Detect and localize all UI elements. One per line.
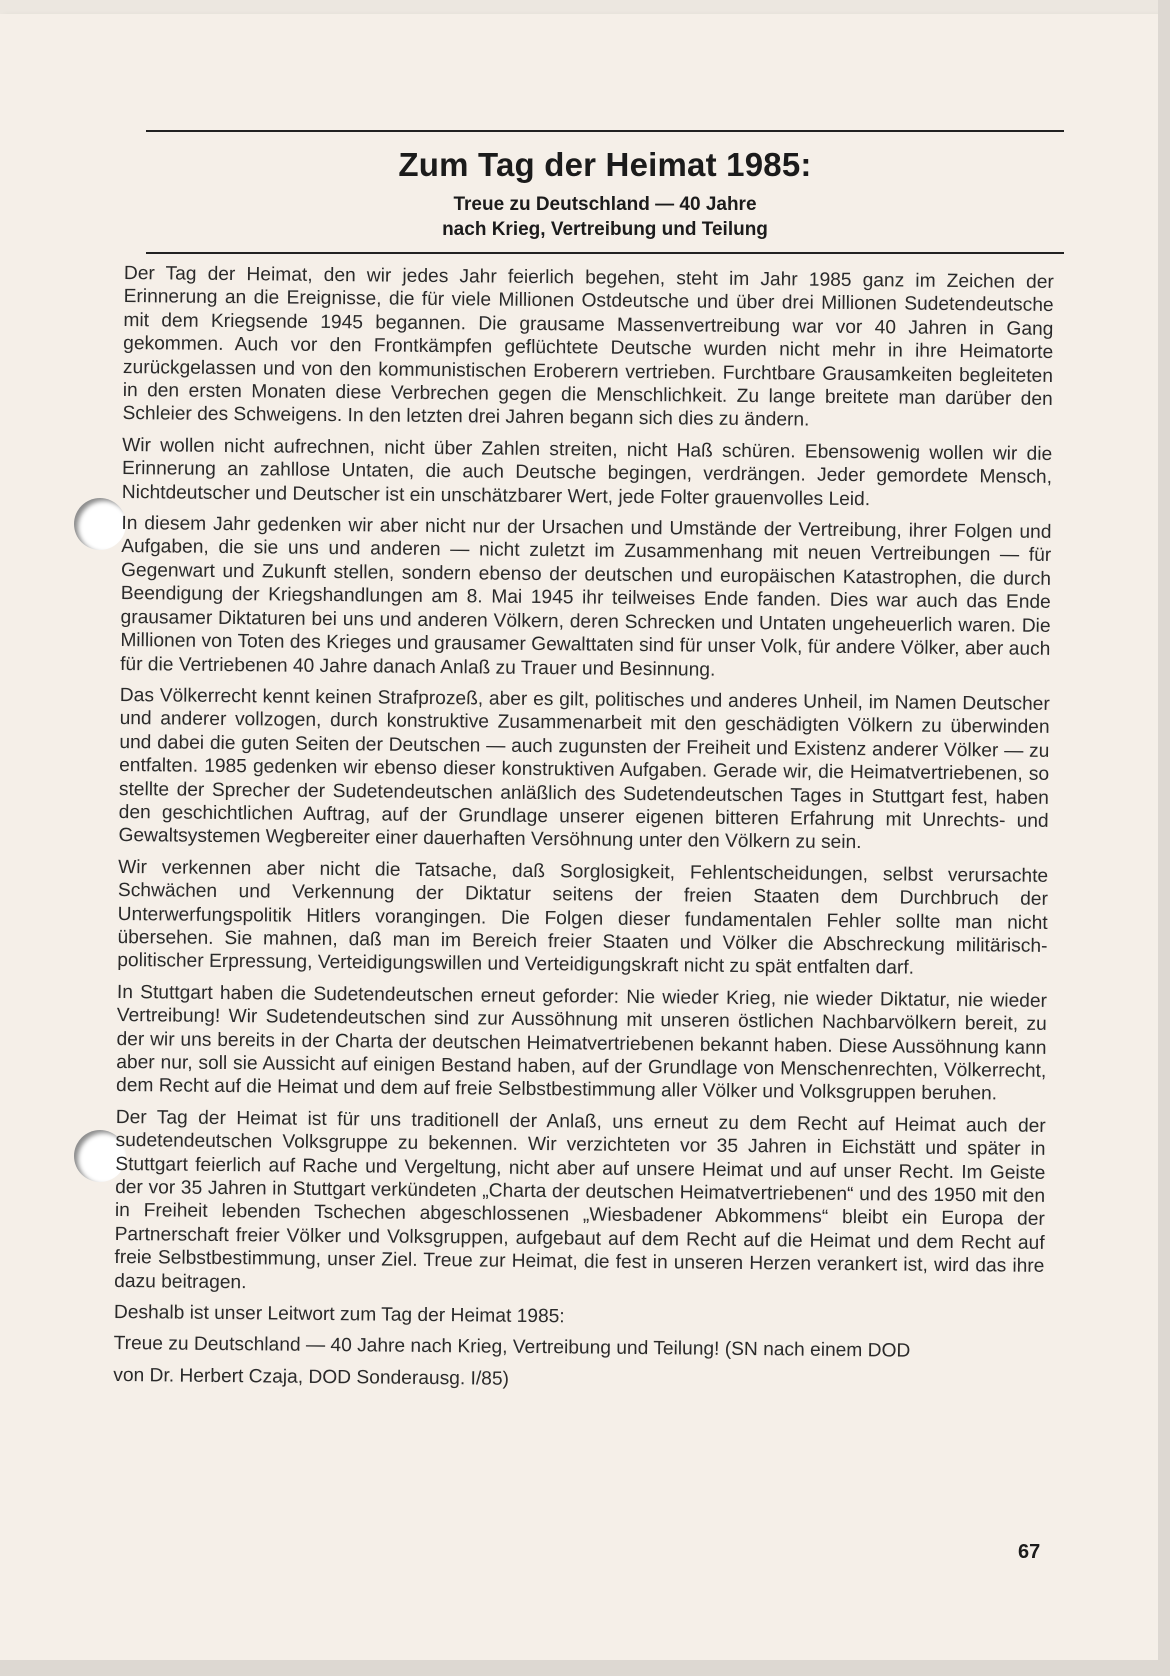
paragraph: Das Völkerrecht kennt keinen Strafprozeß, aber es gilt, politisches und anderes Unheil, im Namen Deutscher und anderer vollzogen, durch konstruktive Zusammenarbeit mit den geschädigten Völkern zu überwinden und dabei die guten Seiten der Deutschen — auch zugunsten der Freiheit und Existenz anderer Völker — zu entfalten. 1985 gedenken wir ebenso dieser konstruktiven Aufgaben. Gerade wir, die Heimatvertriebenen, so stellte der Sprecher der Sudetendeutschen anläßlich des Sudetendeutschen Tages in Stuttgart fest, haben den geschichtlichen Auftrag, auf der Grundlage unserer eigenen bitteren Erfahrung mit Unrechts- und Gewaltsystemen Wegbereiter einer dauerhaften Versöhnung unter den Völkern zu sein. [118, 684, 1050, 854]
page-edge-bottom [0, 1660, 1170, 1676]
article-subtitle-line-1: Treue zu Deutschland — 40 Jahre [453, 194, 757, 215]
paragraph: Wir wollen nicht aufrechnen, nicht über Zahlen streiten, nicht Haß schüren. Ebensowenig wollen wir die Erinnerung an zahllose Untaten, die auch Deutsche begingen, verdrängen. Jeder gemordete Mensch, Nichtdeutscher und Deutscher ist ein unschätzbarer Wert, jede Folter grauenvolles Leid. [121, 434, 1053, 510]
article-header [146, 140, 1064, 242]
closing-line-2: von Dr. Herbert Czaja, DOD Sonderausg. I/85) [113, 1364, 510, 1390]
article-title: Zum Tag der Heimat 1985: [398, 146, 812, 183]
page-number: 67 [1018, 1541, 1041, 1563]
paragraph: Der Tag der Heimat, den wir jedes Jahr feierlich begehen, steht im Jahr 1985 ganz im Zeichen der Erinnerung an die Ereignisse, die für viele Millionen Ostdeutsche und über drei Millionen Sudetendeutsche mit dem Kriegsende 1945 begannen. Die grausame Massenvertreibung war vor 40 Jahren in Gang gekommen. Auch vor den Frontkämpfen geflüchtete Deutsche wurden nicht mehr in ihre Heimatorte zurückgelassen und von den kommunistischen Eroberern vertrieben. Furchtbare Grausamkeiten begleiteten in den ersten Monaten diese Verbrechen gegen die Menschlichkeit. Zu lange breitete man darüber den Schleier des Schweigens. In den letzten drei Jahren begann sich dies zu ändern. [122, 262, 1054, 432]
closing-line-1: Treue zu Deutschland — 40 Jahre nach Krieg, Vertreibung und Teilung! (SN nach einem DOD [113, 1333, 911, 1363]
article-body [113, 262, 1054, 1404]
article-subtitle-line-2: nach Krieg, Vertreibung und Teilung [442, 219, 768, 240]
paragraph: Der Tag der Heimat ist für uns traditionell der Anlaß, uns erneut zu dem Recht auf Heimat auch der sudetendeutschen Volksgruppe zu bekennen. Wir verzichteten vor 35 Jahren in Eichstätt und später in Stuttgart feierlich auf Rache und Vergeltung, nicht aber auf unsere Heimat und auf unser Recht. Im Geiste der vor 35 Jahren in Stuttgart verkündeten „Charta der deutschen Heimatvertriebenen“ und des 1950 mit den in Freiheit lebenden Tschechen abgeschlossenen „Wiesbadener Abkommens“ bleibt ein Europa der Partnerschaft freier Völker und Volksgruppen, aufgebaut auf dem Recht auf die Heimat und dem Recht auf freie Selbstbestimmung, unser Ziel. Treue zur Heimat, die fest in unseren Herzen verankert ist, wird das ihre dazu beitragen. [114, 1106, 1046, 1293]
page-edge-right [1158, 0, 1170, 1676]
paragraph: In diesem Jahr gedenken wir aber nicht nur der Ursachen und Umstände der Vertreibung, ihrer Folgen und Aufgaben, die sie uns und anderen — nicht zuletzt im Zusammenhang mit neuen Vertreibungen — für Gegenwart und Zukunft stellen, sondern ebenso der deutschen und europäischen Katastrophen, die durch Beendigung der Kriegshandlungen am 8. Mai 1945 ihr teilweises Ende fanden. Dies war auch das Ende grausamer Diktaturen bei uns und anderen Völkern, deren Schrecken und Untaten ungeheuerlich waren. Die Millionen von Toten des Krieges und grausamer Gewalttaten sind für unser Volk, für andere Völker, aber auch für die Vertriebenen 40 Jahre danach Anlaß zu Trauer und Besinnung. [120, 513, 1052, 681]
header-bottom-rule [146, 252, 1064, 254]
paragraph: In Stuttgart haben die Sudetendeutschen erneut geforder: Nie wieder Krieg, nie wieder Diktatur, nie wieder Vertreibung! Wir Sudetendeutschen sind zur Aussöhnung mit unseren östlichen Nachbarvölkern bereit, zu der wir uns bereits in der Charta der deutschen Heimatvertriebenen bekannt haben. Diese Aussöhnung kann aber nur, soll sie Aussicht auf einigen Bestand haben, auf der Grundlage von Menschenrechten, Völkerrecht, dem Recht auf die Heimat und dem auf freie Selbstbestimmung aller Völker und Volksgruppen beruhen. [115, 981, 1048, 1105]
punch-hole-top [74, 498, 126, 550]
paragraph: Deshalb ist unser Leitwort zum Tag der Heimat 1985: [113, 1302, 565, 1328]
header-top-rule [146, 130, 1064, 132]
paragraph: Wir verkennen aber nicht die Tatsache, daß Sorglosigkeit, Fehlentscheidungen, selbst verursachte Schwächen und Verkennung der Diktatur seitens der freien Staaten dem Durchbruch der Unterwerfungspolitik Hitlers vorangingen. Die Folgen dieser fundamentalen Fehler sollte man nicht übersehen. Sie mahnen, daß man im Bereich freier Staaten und Völker die Abschreckung militärisch-politischer Erpressung, Verteidigungswillen und Verteidigungskraft nicht zu spät entfalten darf. [117, 856, 1049, 979]
